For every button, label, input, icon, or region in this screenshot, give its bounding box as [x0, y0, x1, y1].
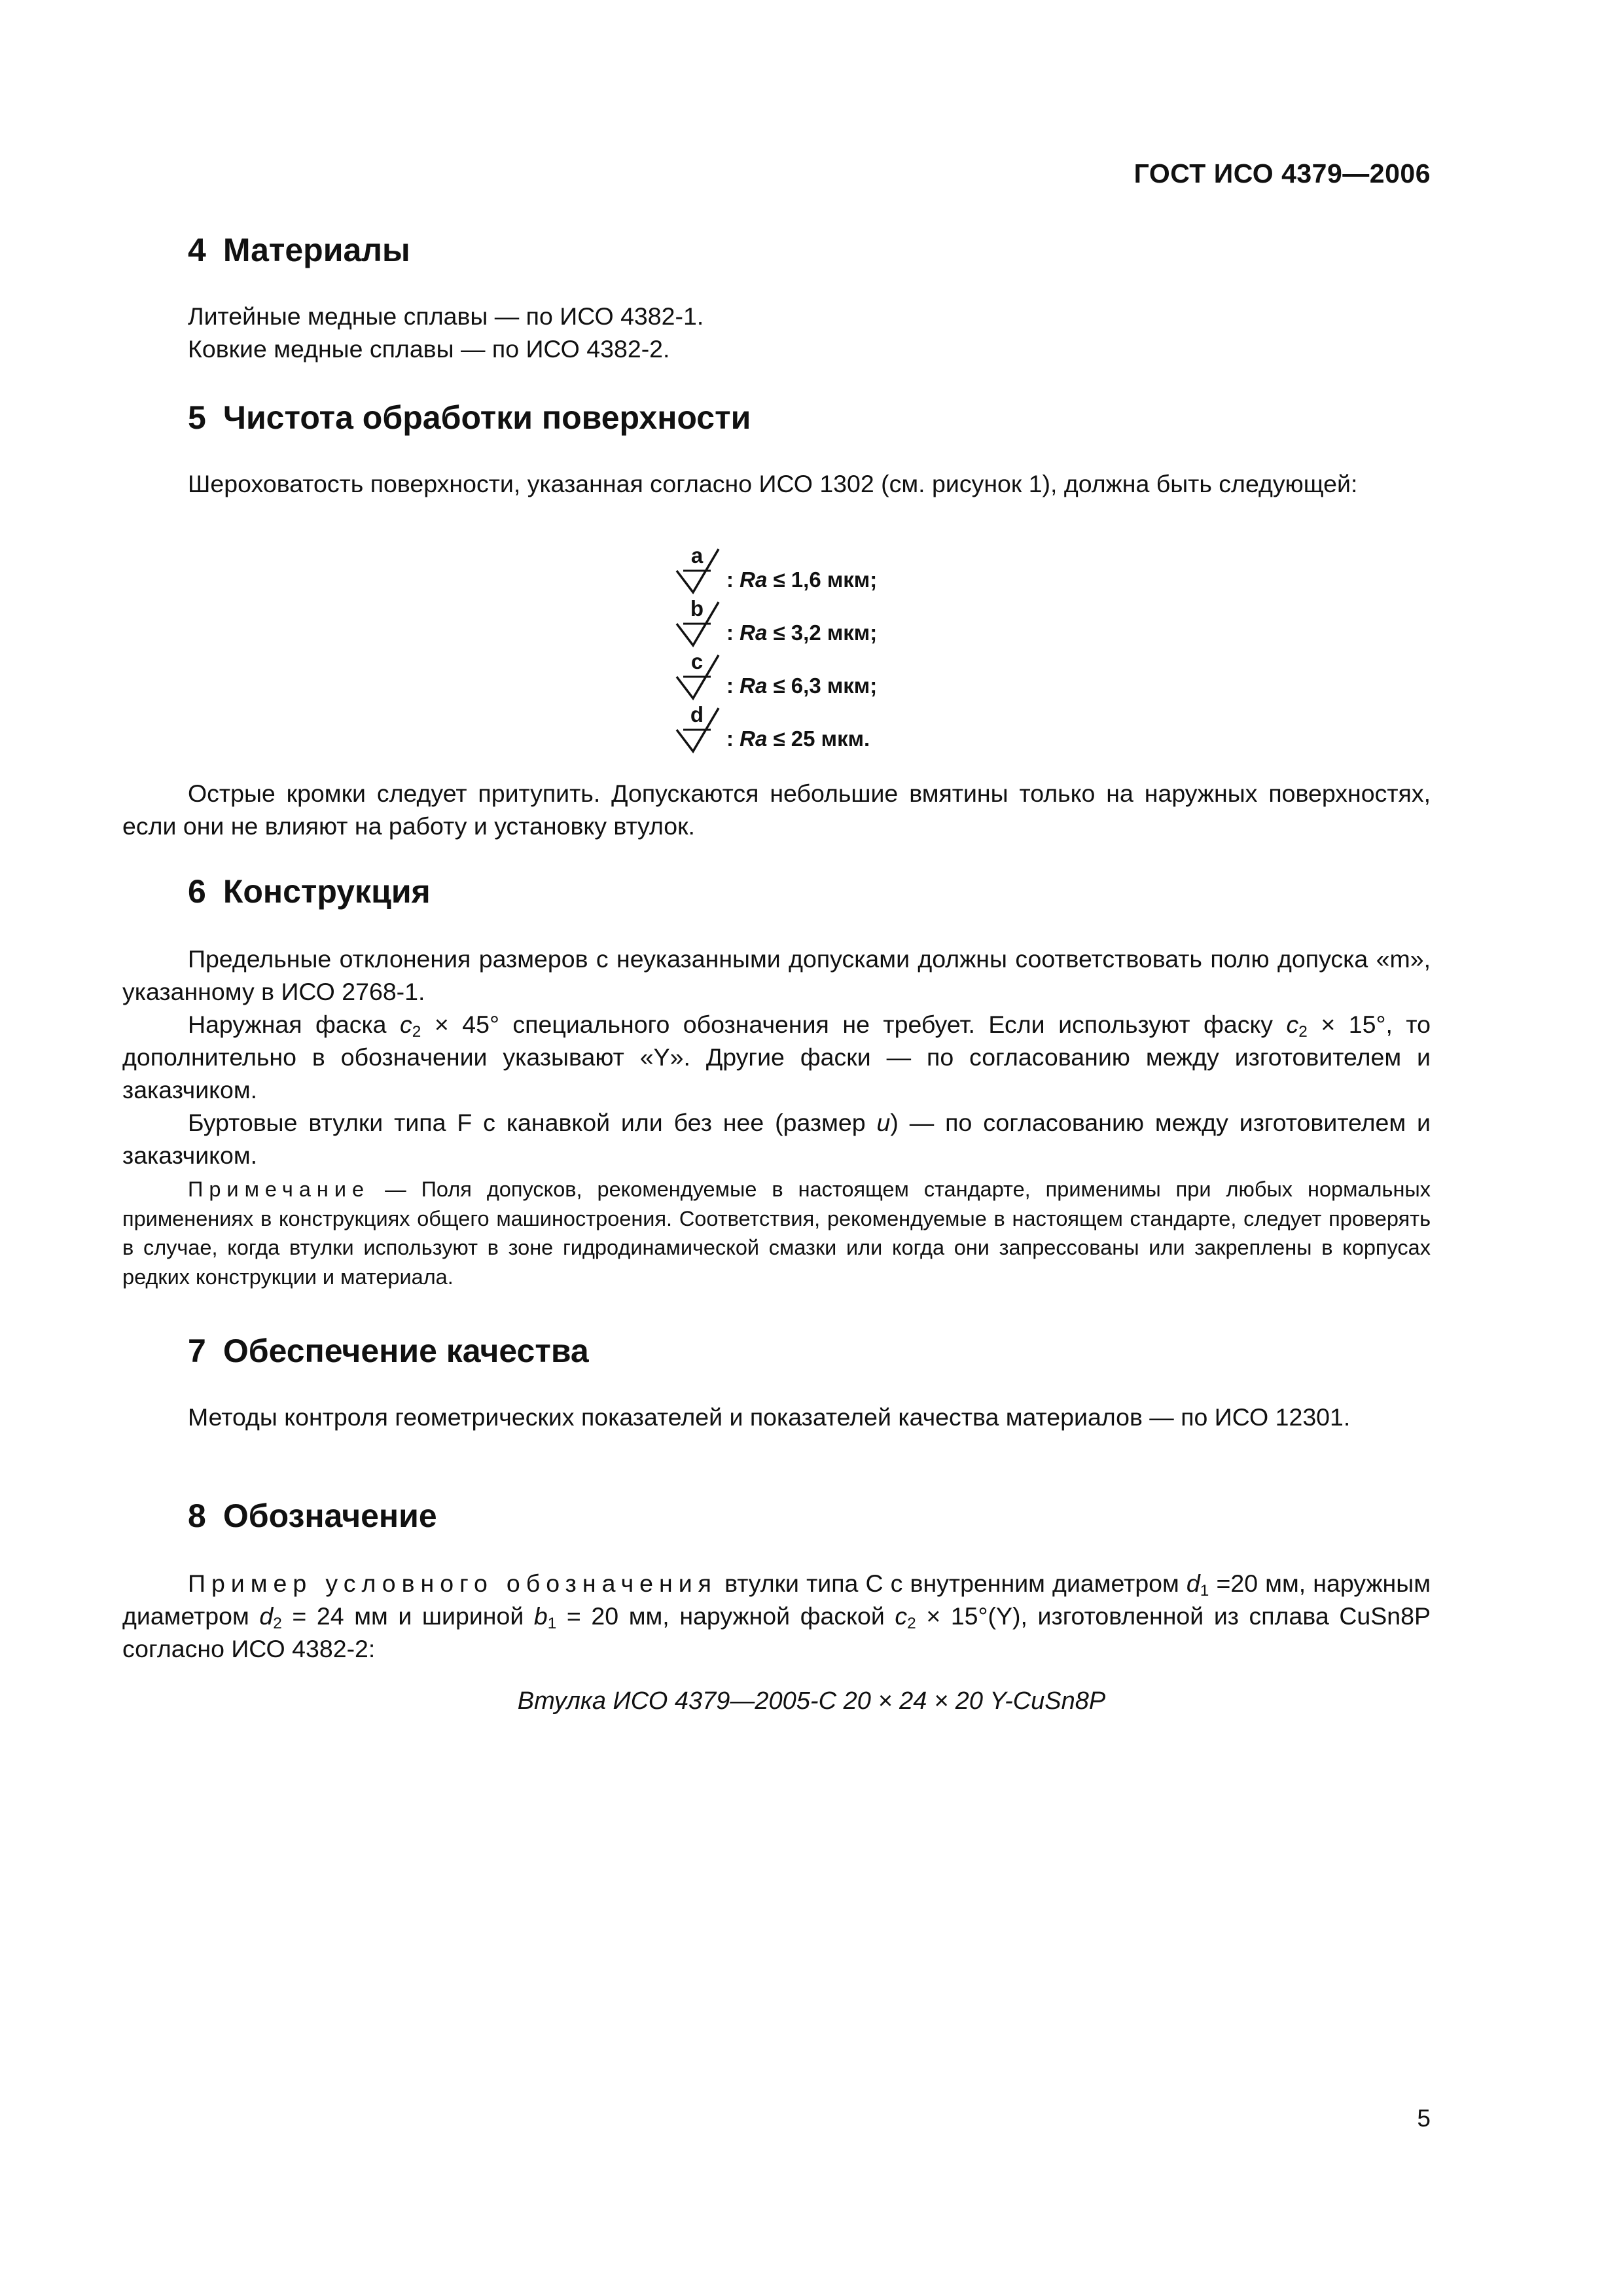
roughness-symbol-icon [674, 651, 721, 704]
section-8-body [122, 1567, 1431, 1665]
section-4-body [122, 300, 1431, 365]
paragraph: Ковкие медные сплавы — по ИСО 4382-2. [188, 335, 670, 363]
note: Примечание — Поля допусков, рекомендуемые в настоящем стандарте, применимы при любых нормальных применениях в конструкциях общего машиностроения. Соответствия, рекомендуемые в настоящем стандарте, следует проверять в случае, когда втулки используют в зоне гидродинамической смазки или когда они запрессованы или закреплены в корпусах редких конструкции и материала. [122, 1177, 1431, 1289]
roughness-value: : Ra ≤ 25 мкм. [726, 726, 870, 751]
section-heading: 7 Обеспечение качества [188, 1333, 589, 1369]
roughness-symbol-icon [674, 545, 721, 598]
section-heading: 5 Чистота обработки поверхности [188, 399, 751, 436]
designation-formula: Втулка ИСО 4379—2005-С 20 × 24 × 20 Y-CuSn8P [517, 1687, 1106, 1715]
section-6-body [122, 942, 1431, 1172]
section-5 [122, 397, 1431, 439]
paragraph: Пример условного обозначения втулки типа С с внутренним диаметром $d_1 =20$ мм, наружным диаметром $d_2 = 24$ мм и шириной $b_1 = 20$ мм, наружной фаской $c_2 \times 15^\circ(Y)$, изготовленной из сплава CuSn8P согласно ИСО 4382-2: [122, 1570, 1431, 1662]
paragraph: Острые кромки следует притупить. Допускаются небольшие вмятины только на наружных поверхностях, если они не влияют на работу и установку втулок. [122, 780, 1431, 840]
paragraph: Методы контроля геометрических показателей и показателей качества материалов — по ИСО 12301. [188, 1403, 1351, 1431]
roughness-letter: d [690, 702, 704, 726]
roughness-symbol-icon [674, 704, 721, 757]
roughness-letter: c [690, 649, 704, 673]
roughness-list [674, 545, 1001, 757]
paragraph: Литейные медные сплавы — по ИСО 4382-1. [188, 302, 704, 330]
section-heading: 6 Конструкция [188, 873, 431, 910]
roughness-symbol-icon [674, 598, 721, 651]
roughness-item [674, 651, 1001, 704]
roughness-item [674, 704, 1001, 757]
section-6-note [122, 1175, 1431, 1291]
paragraph: Шероховатость поверхности, указанная согласно ИСО 1302 (см. рисунок 1), должна быть следующей: [188, 470, 1358, 497]
section-7 [122, 1330, 1431, 1372]
section-heading: 4 Материалы [188, 232, 410, 268]
roughness-letter: a [690, 543, 704, 567]
roughness-item [674, 598, 1001, 651]
roughness-value: : Ra ≤ 6,3 мкм; [726, 673, 878, 698]
section-8 [122, 1495, 1431, 1537]
document-header: ГОСТ ИСО 4379—2006 [1133, 158, 1431, 188]
roughness-letter: b [690, 596, 704, 620]
roughness-value: : Ra ≤ 1,6 мкм; [726, 567, 878, 592]
roughness-value: : Ra ≤ 3,2 мкм; [726, 620, 878, 645]
section-5-intro [122, 467, 1431, 500]
section-7-body [122, 1401, 1431, 1433]
section-5-edges [122, 777, 1431, 842]
paragraph: Предельные отклонения размеров с неуказанными допусками должны соответствовать полю допуска «m», указанному в ИСО 2768-1. [122, 945, 1431, 1005]
roughness-item [674, 545, 1001, 598]
section-4 [122, 229, 1431, 271]
page-number: 5 [1417, 2105, 1431, 2132]
section-heading: 8 Обозначение [188, 1498, 437, 1534]
paragraph: Буртовые втулки типа F с канавкой или без нее (размер u) — по согласованию между изготовителем и заказчиком. [122, 1109, 1431, 1169]
section-6 [122, 870, 1431, 912]
paragraph: Наружная фаска $c_2 \times 45^\circ$ специального обозначения не требует. Если используют фаску $c_2 \times 15^\circ$, то дополнительно в обозначении указывают «Y». Другие фаски — по согласованию между изготовителем и заказчиком. [122, 1011, 1431, 1103]
